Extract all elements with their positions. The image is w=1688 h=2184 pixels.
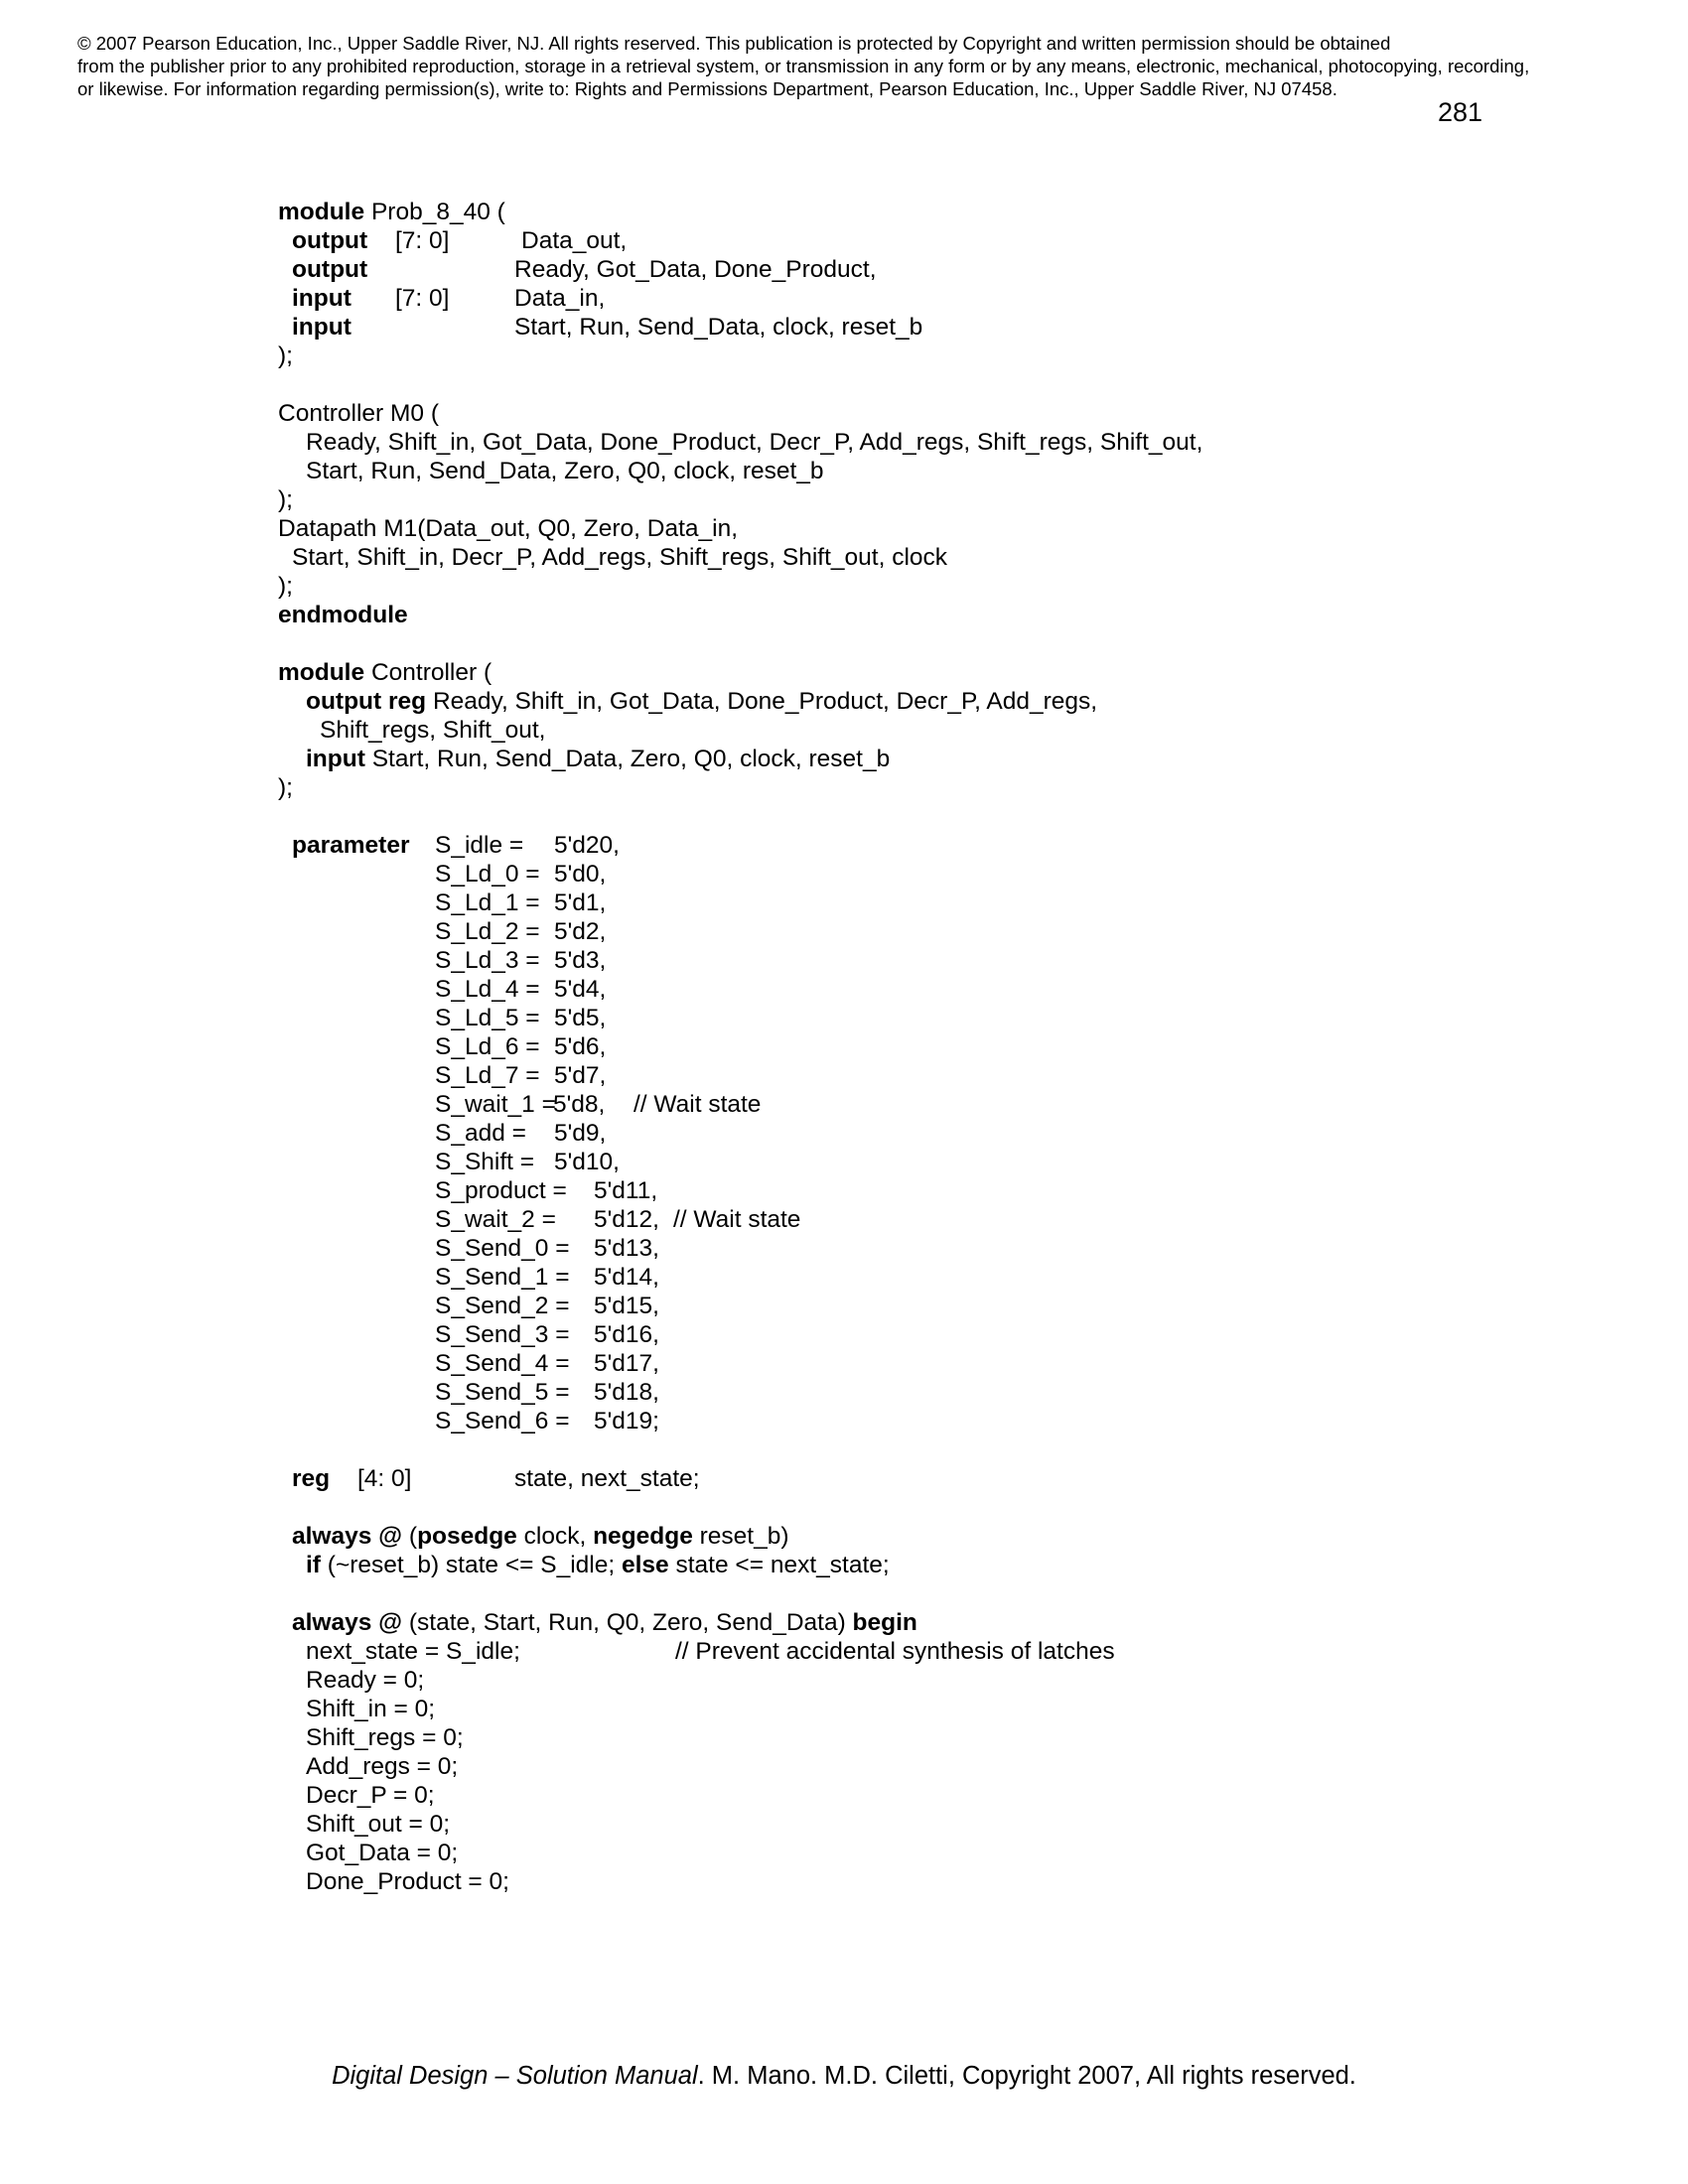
parameter-value: 5'd19; (594, 1408, 659, 1434)
statement: Shift_out = 0; (306, 1811, 451, 1838)
assignment-line (0, 1666, 1688, 1695)
parameter-value: 5'd0, (554, 861, 607, 887)
module-name: Controller ( (370, 659, 492, 686)
port-names: Shift_regs, Shift_out, (320, 717, 546, 744)
code-line (0, 601, 1688, 629)
code-line (0, 1522, 1688, 1551)
copyright-line: or likewise. For information regarding permission(s), write to: Rights and Permissions Department, Pearson Education, Inc., Upper Saddle River, NJ 07458. (77, 78, 1337, 99)
parameter-line (0, 1205, 1688, 1234)
parameter-name: S_Ld_5 = (435, 1005, 540, 1031)
parameter-line (0, 1004, 1688, 1032)
parameter-name: S_add = (435, 1120, 526, 1147)
parameter-value: 5'd4, (554, 976, 607, 1003)
code-line (0, 485, 1688, 514)
parameter-name: S_Ld_4 = (435, 976, 540, 1003)
parameter-name: S_Send_0 = (435, 1235, 570, 1262)
statement: Done_Product = 0; (306, 1868, 509, 1895)
parameter-value: 5'd11, (594, 1177, 658, 1204)
code-comment: // Wait state (633, 1091, 762, 1118)
parameter-name: S_Send_1 = (435, 1264, 570, 1291)
statement: state <= next_state; (675, 1552, 890, 1578)
instance-head: Datapath M1(Data_out, Q0, Zero, Data_in, (278, 515, 739, 542)
parameter-line (0, 917, 1688, 946)
parameter-value: 5'd7, (554, 1062, 607, 1089)
page-number: 281 (1438, 97, 1483, 127)
keyword: module (278, 659, 365, 686)
code-line (0, 1637, 1688, 1666)
code-line (0, 543, 1688, 572)
parameter-name: S_wait_1 = (435, 1091, 556, 1118)
port-names: Ready, Got_Data, Done_Product, (514, 256, 877, 283)
parameter-line (0, 1061, 1688, 1090)
parameter-line (0, 1407, 1688, 1435)
statement: Shift_in = 0; (306, 1696, 436, 1722)
parameter-name: S_Ld_6 = (435, 1033, 540, 1060)
parameter-line (0, 1119, 1688, 1148)
parameter-name: S_Send_5 = (435, 1379, 570, 1406)
code-line (0, 255, 1688, 284)
assignment-line (0, 1867, 1688, 1896)
parameter-name: S_Ld_2 = (435, 918, 540, 945)
port-names: Start, Run, Send_Data, clock, reset_b (514, 314, 923, 341)
port-range: [7: 0] (395, 285, 450, 312)
close-paren: ); (278, 774, 293, 801)
statement: (~reset_b) state <= S_idle; (327, 1552, 616, 1578)
keyword: output reg (306, 688, 427, 715)
keyword: posedge (417, 1523, 517, 1550)
code-line (0, 313, 1688, 341)
parameter-value: 5'd20, (554, 832, 620, 859)
footer-text: . M. Mano. M.D. Ciletti, Copyright 2007, All rights reserved. (697, 2062, 1356, 2090)
module-name: Prob_8_40 ( (370, 199, 505, 225)
copyright-line: © 2007 Pearson Education, Inc., Upper Saddle River, NJ. All rights reserved. This publication is protected by Copyright and written permission should be obtained (77, 33, 1391, 54)
code-line (0, 226, 1688, 255)
assignment-line (0, 1839, 1688, 1867)
keyword: always @ (292, 1523, 403, 1550)
parameter-name: S_Send_3 = (435, 1321, 570, 1348)
code-line (0, 284, 1688, 313)
port-names: Data_in, (514, 285, 606, 312)
instance-head: Controller M0 ( (278, 400, 440, 427)
code-line (0, 572, 1688, 601)
footer (0, 2061, 1688, 2091)
parameter-value: 5'd18, (594, 1379, 659, 1406)
parameter-value: 5'd13, (594, 1235, 659, 1262)
parameter-name: S_Send_6 = (435, 1408, 570, 1434)
parameter-line (0, 1349, 1688, 1378)
keyword: endmodule (278, 602, 408, 628)
instance-ports: Start, Run, Send_Data, Zero, Q0, clock, reset_b (306, 458, 824, 484)
parameter-line (0, 946, 1688, 975)
keyword: input (292, 314, 352, 341)
keyword: output (292, 227, 368, 254)
parameter-value: 5'd2, (554, 918, 607, 945)
instance-ports: Ready, Shift_in, Got_Data, Done_Product, Decr_P, Add_regs, Shift_regs, Shift_out, (306, 429, 1203, 456)
parameter-name: S_Ld_3 = (435, 947, 540, 974)
code-line (0, 399, 1688, 428)
code-line (0, 1551, 1688, 1579)
parameter-value: 5'd6, (554, 1033, 607, 1060)
code-comment: // Wait state (673, 1206, 801, 1233)
parameter-line (0, 1090, 1688, 1119)
parameter-name: S_wait_2 = (435, 1206, 556, 1233)
parameter-line (0, 1292, 1688, 1320)
parameter-line (0, 888, 1688, 917)
parameter-name: S_Send_4 = (435, 1350, 570, 1377)
parameter-line (0, 860, 1688, 888)
reg-range: [4: 0] (357, 1465, 412, 1492)
close-paren: ); (278, 573, 293, 600)
statement: Shift_regs = 0; (306, 1724, 464, 1751)
assignment-line (0, 1752, 1688, 1781)
keyword: always @ (292, 1609, 403, 1636)
sensitivity-list: (state, Start, Run, Q0, Zero, Send_Data) (408, 1609, 846, 1636)
signal: reset_b) (699, 1523, 789, 1550)
code-line (0, 341, 1688, 370)
parameter-line (0, 831, 1688, 860)
assignment-line (0, 1695, 1688, 1723)
parameter-value: 5'd12, (594, 1206, 659, 1233)
paren: ( (408, 1523, 418, 1550)
close-paren: ); (278, 342, 293, 369)
parameter-value: 5'd1, (554, 889, 607, 916)
keyword: reg (292, 1465, 331, 1492)
port-range: [7: 0] (395, 227, 450, 254)
statement: Got_Data = 0; (306, 1840, 459, 1866)
code-line (0, 745, 1688, 773)
code-line (0, 198, 1688, 226)
parameter-name: S_idle = (435, 832, 524, 859)
code-line (0, 457, 1688, 485)
keyword: negedge (593, 1523, 693, 1550)
parameter-value: 5'd9, (554, 1120, 607, 1147)
parameter-line (0, 1176, 1688, 1205)
code-line (0, 1608, 1688, 1637)
keyword: else (622, 1552, 669, 1578)
parameter-value: 5'd14, (594, 1264, 659, 1291)
signal: clock, (523, 1523, 587, 1550)
code-line (0, 773, 1688, 802)
parameter-name: S_Ld_0 = (435, 861, 540, 887)
parameter-line (0, 1032, 1688, 1061)
parameter-value: 5'd10, (554, 1149, 620, 1175)
code-comment: // Prevent accidental synthesis of latches (675, 1638, 1115, 1665)
port-names: Ready, Shift_in, Got_Data, Done_Product, Decr_P, Add_regs, (432, 688, 1098, 715)
parameter-name: S_Send_2 = (435, 1293, 570, 1319)
keyword: if (306, 1552, 321, 1578)
code-line (0, 716, 1688, 745)
statement: Ready = 0; (306, 1667, 425, 1694)
code-line (0, 514, 1688, 543)
assignment-line (0, 1723, 1688, 1752)
code-line (0, 1464, 1688, 1493)
parameter-name: S_Shift = (435, 1149, 535, 1175)
parameter-name: S_Ld_7 = (435, 1062, 540, 1089)
code-line (0, 658, 1688, 687)
parameter-line (0, 1320, 1688, 1349)
keyword: input (306, 746, 365, 772)
parameter-value: 5'd15, (594, 1293, 659, 1319)
parameter-value: 5'd17, (594, 1350, 659, 1377)
keyword: begin (852, 1609, 917, 1636)
assignment-line (0, 1781, 1688, 1810)
keyword: output (292, 256, 368, 283)
assignment-line (0, 1810, 1688, 1839)
parameter-name: S_product = (435, 1177, 567, 1204)
instance-ports: Start, Shift_in, Decr_P, Add_regs, Shift_regs, Shift_out, clock (292, 544, 948, 571)
statement: Add_regs = 0; (306, 1753, 459, 1780)
parameter-value: 5'd16, (594, 1321, 659, 1348)
statement: next_state = S_idle; (306, 1638, 520, 1665)
code-line (0, 428, 1688, 457)
code-line (0, 687, 1688, 716)
parameter-line (0, 1263, 1688, 1292)
statement: Decr_P = 0; (306, 1782, 435, 1809)
close-paren: ); (278, 486, 293, 513)
parameter-name: S_Ld_1 = (435, 889, 540, 916)
parameter-value: 5'd3, (554, 947, 607, 974)
keyword: input (292, 285, 352, 312)
keyword: parameter (292, 832, 410, 859)
parameter-line (0, 1378, 1688, 1407)
parameter-line (0, 975, 1688, 1004)
parameter-line (0, 1234, 1688, 1263)
parameter-line (0, 1148, 1688, 1176)
footer-title: Digital Design – Solution Manual (332, 2062, 698, 2090)
port-names: Data_out, (521, 227, 628, 254)
parameter-value: 5'd5, (554, 1005, 607, 1031)
port-names: Start, Run, Send_Data, Zero, Q0, clock, reset_b (371, 746, 891, 772)
copyright-line: from the publisher prior to any prohibited reproduction, storage in a retrieval system, or transmission in any form or by any means, electronic, mechanical, photocopying, recording, (77, 56, 1530, 76)
parameter-value: 5'd8, (553, 1091, 606, 1118)
reg-names: state, next_state; (514, 1465, 700, 1492)
keyword: module (278, 199, 365, 225)
